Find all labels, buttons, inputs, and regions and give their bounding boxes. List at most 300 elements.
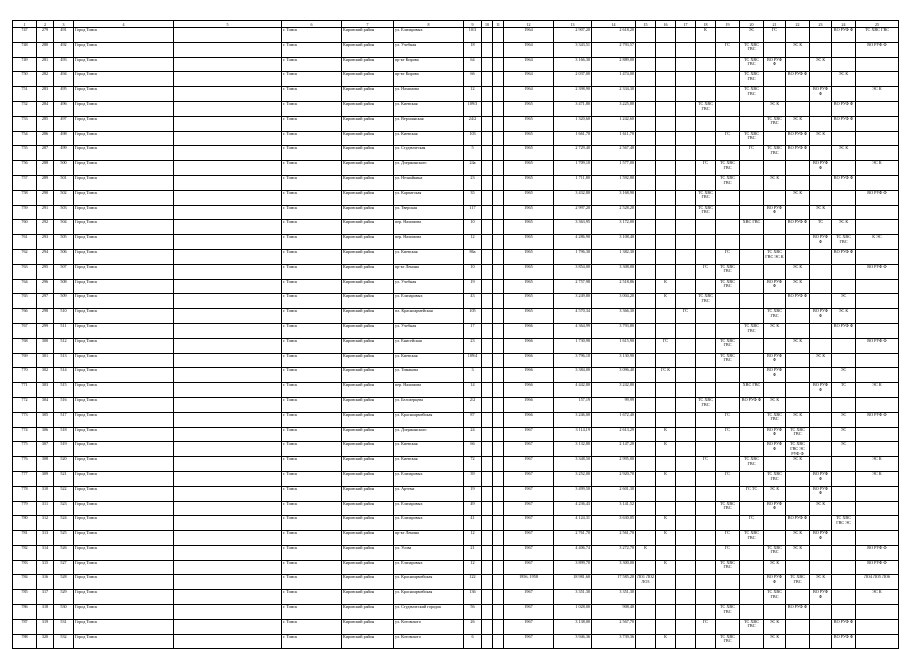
table-cell [740,249,764,264]
table-cell: г. Томск [282,235,342,250]
table-cell: пер. Нахимова [394,220,464,235]
table-cell [482,590,493,605]
table-cell: Город Томск [74,205,174,220]
table-cell: ул. Незнайкина [394,175,464,190]
table-cell: 760 [13,220,37,235]
table-cell [636,323,656,338]
table-cell [482,486,493,501]
table-cell: ЭС К [786,412,810,427]
table-cell [696,590,716,605]
table-cell: пр-кт Ленина [394,531,464,546]
table-cell: 24а [464,161,482,176]
table-cell: 300 [37,338,54,353]
table-cell [764,72,786,87]
table-cell: 35 [464,190,482,205]
table-cell [493,235,504,250]
table-cell: ТС ХВС ГВС [764,471,786,486]
table-cell [676,501,696,516]
table-cell: ТС ХВС ГВС [716,338,740,353]
table-cell: ЭС К [856,457,899,472]
table-cell: 516 [54,397,74,412]
table-cell: 1 661,70 [554,131,592,146]
table-cell: 103 [464,131,482,146]
column-header: 11 [493,21,504,28]
table-cell: 2 037,00 [554,72,592,87]
table-cell: ЭС [832,427,856,442]
table-cell [493,249,504,264]
table-cell [810,175,832,190]
table-cell: 3 343,51 [554,42,592,57]
table-cell [676,249,696,264]
table-cell: ХВС ГВС [740,383,764,398]
table-cell [764,338,786,353]
table-cell: 3 168,90 [592,190,636,205]
table-cell: Кировский район [342,368,394,383]
table-cell [696,575,716,590]
table-cell: 1967 [504,516,554,531]
table-cell: 296 [37,279,54,294]
table-cell: 24/2 [464,116,482,131]
table-cell: ЭС К [786,42,810,57]
table-cell: Кировский район [342,397,394,412]
table-cell: 3 004,20 [592,294,636,309]
table-cell: 2 618,20 [592,28,636,43]
table-cell [636,471,656,486]
table-cell [832,457,856,472]
table-cell: К [656,531,676,546]
table-cell: ГС К [656,368,676,383]
table-cell: ул. Елизаровых [394,294,464,309]
table-cell [716,220,740,235]
table-cell [832,471,856,486]
table-cell [493,220,504,235]
table-cell [786,486,810,501]
table-cell: ул. Дзержинского [394,161,464,176]
table-cell [656,146,676,161]
table-cell: ЭС К [786,116,810,131]
table-cell: 1965 [504,220,554,235]
table-cell: 772 [13,397,37,412]
table-cell [636,101,656,116]
table-cell [174,294,282,309]
table-cell: пер. Нахимова [394,235,464,250]
table-cell [764,531,786,546]
table-cell [676,161,696,176]
table-cell: Город Томск [74,516,174,531]
table-cell [493,501,504,516]
table-cell [656,412,676,427]
table-cell [856,323,899,338]
table-cell [810,190,832,205]
table-cell: 1967 [504,605,554,620]
table-cell: ул. Елизаровых [394,471,464,486]
table-cell: ЭС К [786,457,810,472]
table-cell: г. Томск [282,605,342,620]
table-cell: ТС ХВС ГВС [696,190,716,205]
table-cell [696,531,716,546]
table-cell: ул. Киевская [394,249,464,264]
table-cell [676,427,696,442]
table-cell: 1966 [504,368,554,383]
table-cell: 3 096,40 [592,368,636,383]
table-cell: ГС [764,28,786,43]
table-cell [856,72,899,87]
table-cell: 764 [13,279,37,294]
table-cell: 310 [37,486,54,501]
table-cell: ВО РУФ Ф [832,28,856,43]
table-row [13,205,899,220]
table-cell: ЭС К [764,486,786,501]
table-cell: ТС ХВС ГВС [740,42,764,57]
table-cell: 291 [37,205,54,220]
table-cell [676,590,696,605]
table-cell [764,190,786,205]
table-cell: Кировский район [342,442,394,457]
table-cell [636,205,656,220]
table-cell: 1965 [504,205,554,220]
table-cell [174,205,282,220]
table-cell [482,101,493,116]
table-cell [856,442,899,457]
table-cell: ВО РУФ Ф [810,383,832,398]
table-cell: 1 028,00 [554,605,592,620]
table-cell: 1967 [504,471,554,486]
table-cell: ВО РУФ Ф [832,101,856,116]
table-cell: 297 [37,294,54,309]
table-cell: 19 [464,279,482,294]
table-cell: 3 471,80 [554,101,592,116]
table-cell: 10/3 [464,28,482,43]
table-cell: 1 730,90 [554,338,592,353]
table-cell: ул. Елизаровых [394,28,464,43]
table-cell [832,560,856,575]
table-cell: 767 [13,323,37,338]
table-cell: 499 [54,146,74,161]
table-cell [482,545,493,560]
table-cell [493,146,504,161]
table-cell: 787 [13,619,37,634]
table-cell: 4 236,43 [554,501,592,516]
table-cell [676,383,696,398]
table-cell [482,368,493,383]
table-cell: 12 [464,87,482,102]
table-row [13,457,899,472]
table-cell: ВО РУФ Ф [764,427,786,442]
table-cell: 1964 [504,87,554,102]
table-cell [696,175,716,190]
table-cell: г. Томск [282,72,342,87]
table-cell: 515 [54,383,74,398]
table-cell: Кировский район [342,249,394,264]
table-cell: 1 474,00 [592,72,636,87]
table-cell: 317 [37,590,54,605]
table-cell: ул. Дзержинского [394,427,464,442]
table-cell [810,338,832,353]
table-cell: Город Томск [74,131,174,146]
table-cell: ЭС К [764,397,786,412]
table-cell: 308 [37,457,54,472]
table-cell: ТС ХВС ГВС [716,501,740,516]
table-cell [856,220,899,235]
table-cell: ул. Киевская [394,442,464,457]
table-cell: 2 334,30 [592,87,636,102]
table-cell [740,294,764,309]
table-cell: 281 [37,57,54,72]
table-cell [493,205,504,220]
table-cell [696,323,716,338]
table-cell: Кировский район [342,338,394,353]
table-cell: 1 577,00 [592,161,636,176]
registry-page [12,20,890,649]
table-cell [636,235,656,250]
table-cell [740,545,764,560]
table-cell: 497 [54,116,74,131]
table-cell [786,28,810,43]
table-cell [482,146,493,161]
table-cell [856,619,899,634]
table-cell: ГС [696,457,716,472]
table-cell [482,397,493,412]
table-row [13,501,899,516]
table-cell: 2 147,20 [592,442,636,457]
table-cell: К ЭС [856,235,899,250]
column-header: 17 [676,21,696,28]
table-cell: 2 561,70 [592,531,636,546]
table-cell: Кировский район [342,501,394,516]
table-cell: г. Томск [282,427,342,442]
table-cell [636,590,656,605]
table-row [13,471,899,486]
table-cell: 1966 [504,412,554,427]
table-cell: г. Томск [282,131,342,146]
table-cell [832,486,856,501]
table-cell: ВО РУФ Ф [764,205,786,220]
table-cell: г. Томск [282,264,342,279]
table-cell [174,560,282,575]
table-cell: 2 761,70 [554,531,592,546]
table-cell [482,87,493,102]
table-cell [493,442,504,457]
table-cell: ул. Артема [394,486,464,501]
table-cell: 498 [54,131,74,146]
table-cell: 531 [54,619,74,634]
column-header: 23 [810,21,832,28]
table-cell [676,87,696,102]
table-cell: 512 [54,338,74,353]
table-cell: 773 [13,412,37,427]
table-cell: 750 [13,72,37,87]
table-cell: 753 [13,116,37,131]
table-cell [740,101,764,116]
table-cell: К [656,294,676,309]
table-row [13,146,899,161]
column-header: 21 [764,21,786,28]
table-cell [174,101,282,116]
table-cell [482,619,493,634]
table-cell [786,383,810,398]
table-cell [174,264,282,279]
table-cell [810,279,832,294]
table-cell [493,516,504,531]
table-cell: 2 995,00 [592,457,636,472]
table-cell: 3 272,70 [592,545,636,560]
table-cell [832,190,856,205]
table-cell [696,338,716,353]
table-cell: ТС ХВС ГВС [716,605,740,620]
table-cell [740,353,764,368]
column-header: 15 [636,21,656,28]
table-cell [676,175,696,190]
table-cell: 755 [13,146,37,161]
table-cell [656,264,676,279]
table-cell [636,116,656,131]
table-cell: 117 [464,205,482,220]
table-cell: г. Томск [282,397,342,412]
table-cell [856,309,899,324]
table-cell: ЭС К [832,146,856,161]
table-cell: 283 [37,87,54,102]
table-cell: ТС ХВС ГВС [764,412,786,427]
table-cell: Кировский район [342,605,394,620]
table-row [13,323,899,338]
table-cell [493,619,504,634]
table-cell: Город Томск [74,309,174,324]
table-cell [740,190,764,205]
table-cell: 1965 [504,146,554,161]
table-cell: ул. Красноармейская [394,590,464,605]
table-cell: Город Томск [74,279,174,294]
table-cell [493,72,504,87]
table-cell: 1 796,30 [554,249,592,264]
table-cell: г. Томск [282,205,342,220]
table-cell: 526 [54,545,74,560]
table-cell: 1967 [504,427,554,442]
table-row [13,531,899,546]
table-cell: Кировский район [342,87,394,102]
table-cell: 1964 [504,57,554,72]
table-cell: Город Томск [74,605,174,620]
table-cell [786,249,810,264]
table-cell [810,427,832,442]
table-cell: г. Томск [282,634,342,649]
table-cell [696,309,716,324]
table-cell [716,309,740,324]
table-cell [482,249,493,264]
table-cell: 87 [464,412,482,427]
table-cell [810,516,832,531]
table-cell: 1967 [504,486,554,501]
table-cell: Город Томск [74,442,174,457]
table-cell [856,101,899,116]
table-cell: 1964 [504,72,554,87]
table-cell: ЭС К [764,323,786,338]
table-cell [174,486,282,501]
table-cell [786,471,810,486]
table-cell [856,427,899,442]
table-cell [786,619,810,634]
table-cell: ВО РУФ Ф [786,605,810,620]
table-row [13,427,899,442]
table-cell [856,249,899,264]
table-cell [786,634,810,649]
table-row [13,486,899,501]
table-cell [810,397,832,412]
table-cell [716,397,740,412]
table-cell [174,175,282,190]
table-cell [656,220,676,235]
column-header: 25 [856,21,899,28]
table-cell [764,264,786,279]
table-cell: г. Томск [282,501,342,516]
table-cell: ГС [676,309,696,324]
table-cell [636,412,656,427]
table-cell: 3 108,40 [592,235,636,250]
table-cell: 777 [13,471,37,486]
table-cell [656,175,676,190]
table-cell: 309 [37,471,54,486]
table-cell [696,279,716,294]
table-cell: 4 406,74 [554,545,592,560]
table-row [13,264,899,279]
table-cell [174,249,282,264]
table-cell: ЭС К [786,338,810,353]
table-cell: ТС ХВС ГВС [716,175,740,190]
table-cell [174,427,282,442]
table-cell: 12 [464,235,482,250]
column-header: 19 [716,21,740,28]
table-cell: 504 [54,220,74,235]
table-cell: 2 997,20 [554,205,592,220]
table-cell [716,235,740,250]
table-cell: г. Томск [282,457,342,472]
table-cell: ТС ХВС ГВС [740,131,764,146]
table-cell: 1967 [504,634,554,649]
table-cell: ТС ХВС ГВС [716,279,740,294]
table-cell: Город Томск [74,412,174,427]
table-cell: 3 899,70 [554,560,592,575]
table-cell: 4 570,34 [554,309,592,324]
table-cell: ЭС К [832,309,856,324]
table-cell: г. Томск [282,279,342,294]
table-cell: ГС [696,619,716,634]
table-cell: ул. Красноармейская [394,575,464,590]
table-cell [786,560,810,575]
table-cell: Кировский район [342,205,394,220]
table-cell: 749 [13,57,37,72]
table-cell [740,205,764,220]
table-cell [786,501,810,516]
table-cell [493,605,504,620]
table-cell [676,412,696,427]
table-cell [636,560,656,575]
table-row [13,28,899,43]
table-cell: 72 [464,457,482,472]
table-cell: г. Томск [282,575,342,590]
table-cell [832,545,856,560]
table-cell: ВО РУФ Ф [856,560,899,575]
table-cell: 751 [13,87,37,102]
table-cell [832,605,856,620]
table-cell: Кировский район [342,279,394,294]
table-cell [493,457,504,472]
table-cell: 315 [37,560,54,575]
table-cell: г. Томск [282,442,342,457]
table-cell [636,338,656,353]
table-cell [656,605,676,620]
table-cell [810,101,832,116]
table-cell [716,101,740,116]
table-cell: Город Томск [74,457,174,472]
